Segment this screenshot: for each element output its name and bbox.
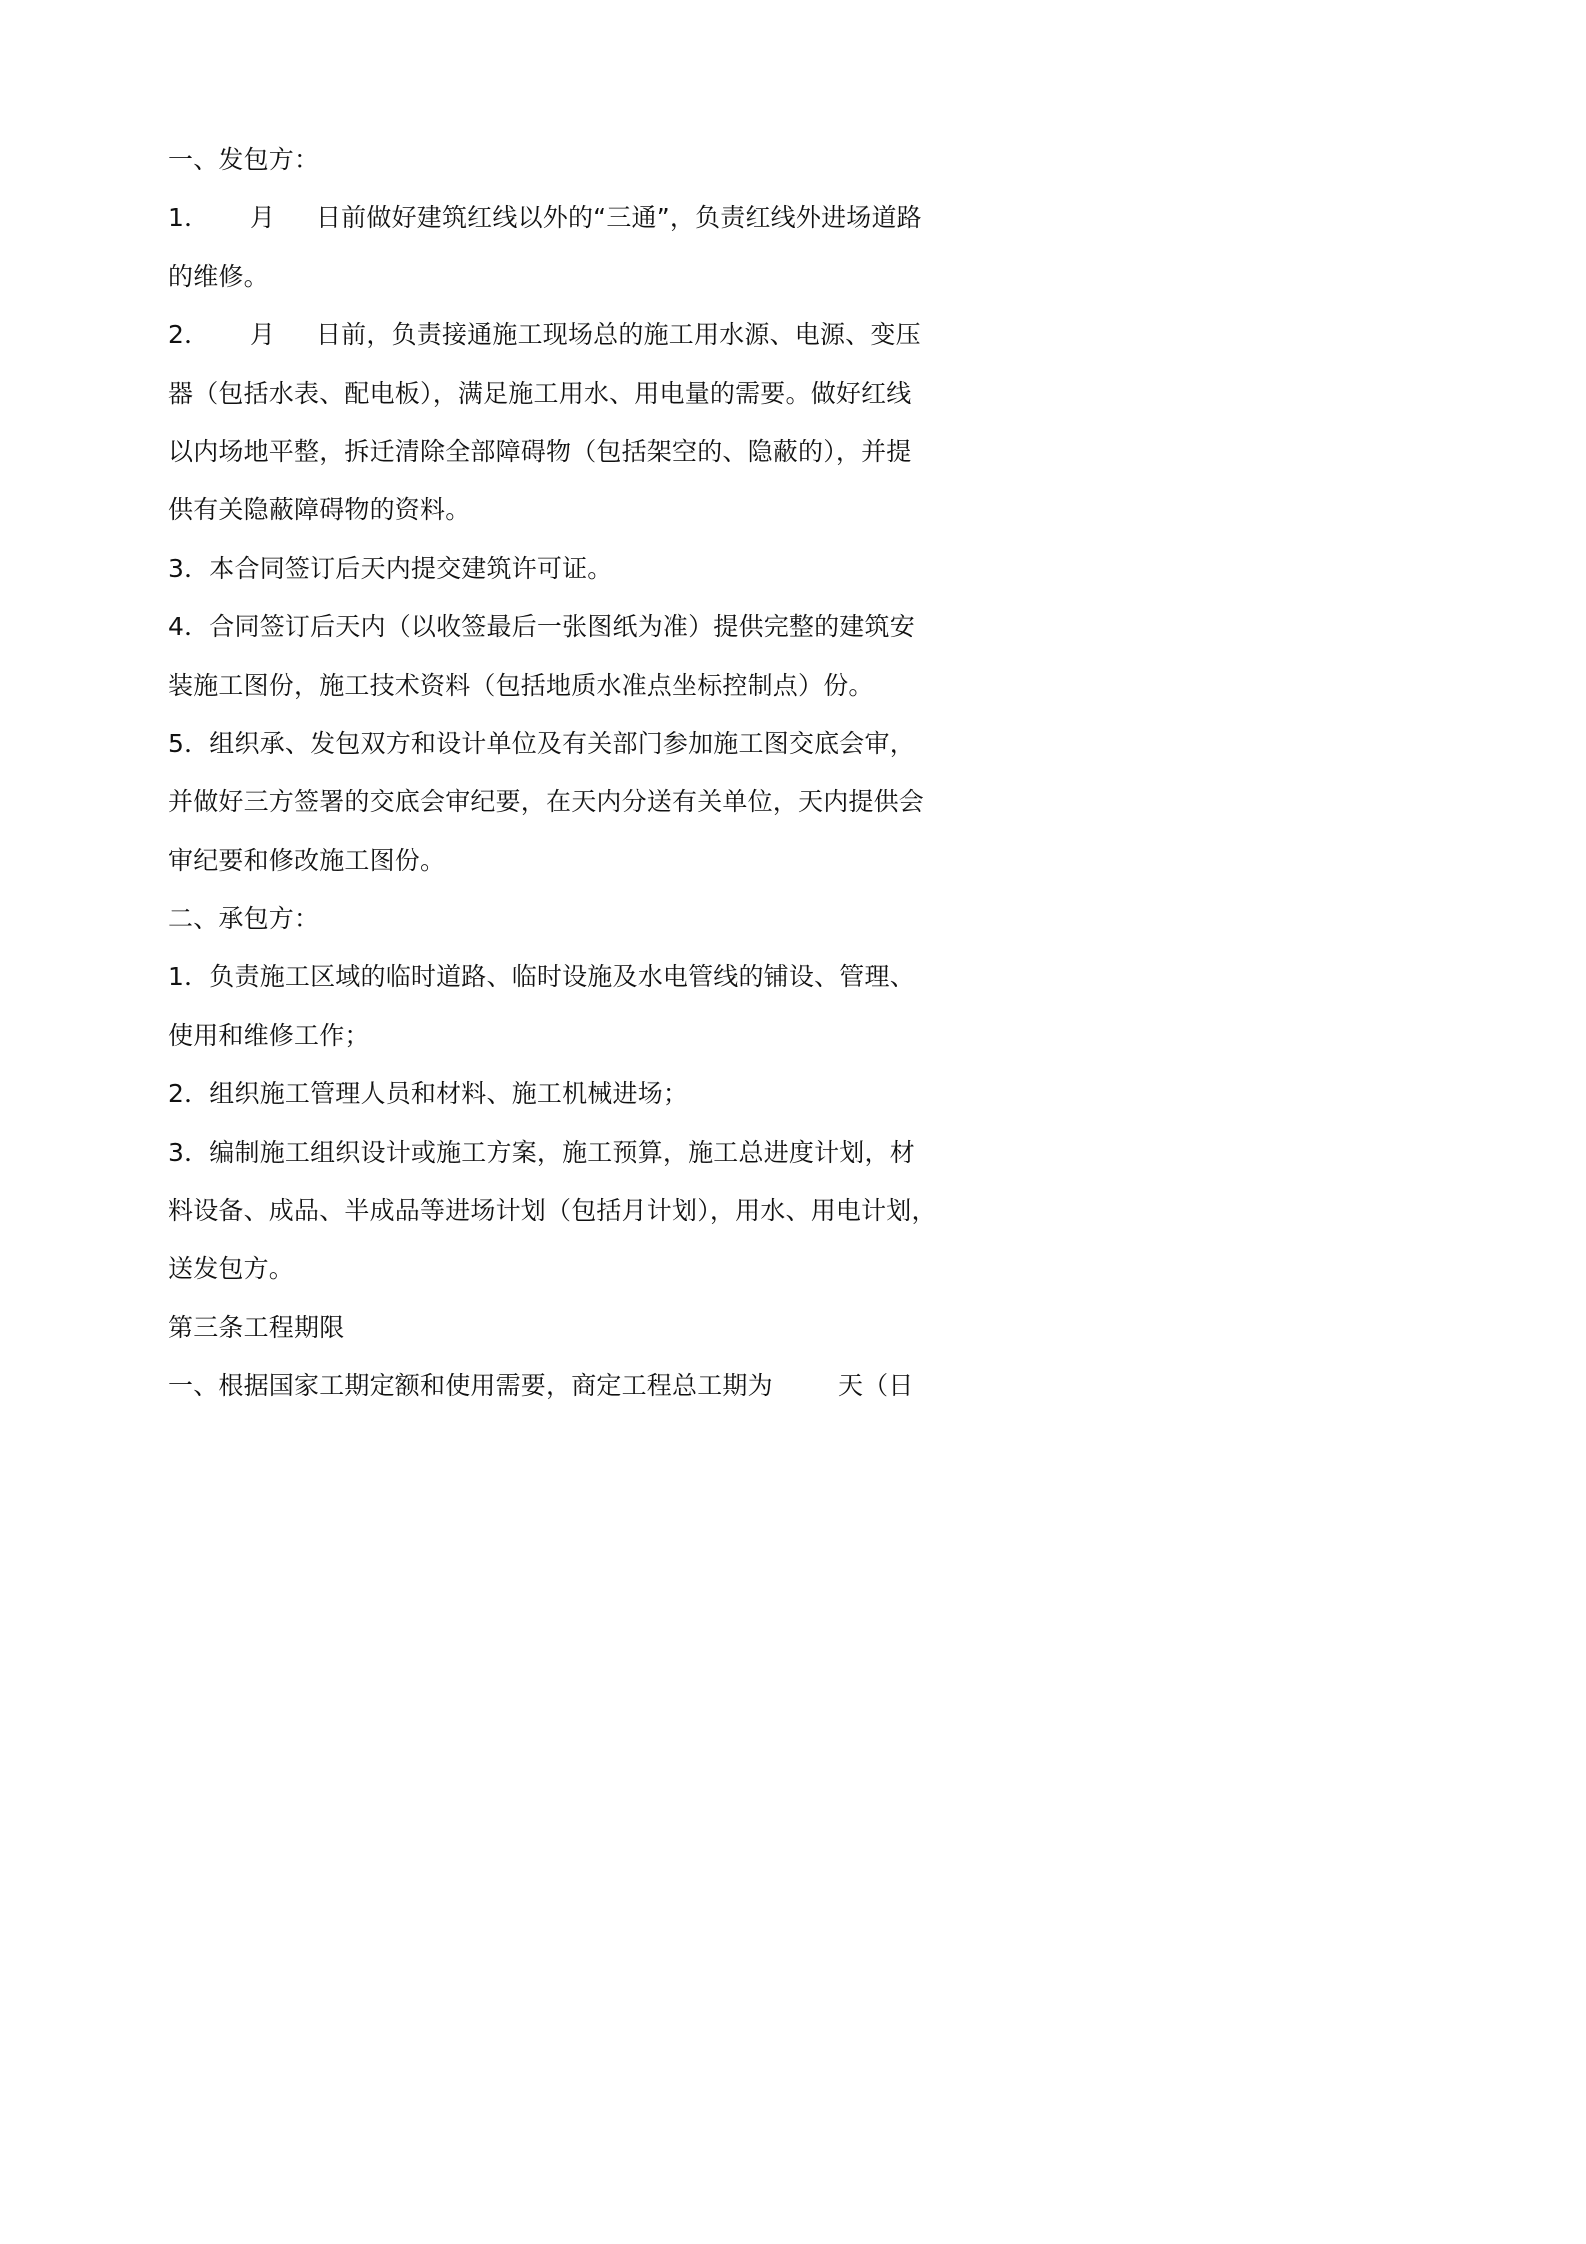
employer-item-1-line-1: 1． 月 日前做好建筑红线以外的“三通”，负责红线外进场道路 — [168, 203, 922, 233]
employer-item-3: 3．本合同签订后天内提交建筑许可证。 — [168, 553, 613, 583]
contractor-item-3-line-3: 送发包方。 — [168, 1254, 295, 1284]
contractor-item-3-line-1: 3．编制施工组织设计或施工方案，施工预算，施工总进度计划，材 — [168, 1137, 915, 1167]
employer-item-5-line-3: 审纪要和修改施工图份。 — [168, 845, 446, 875]
section-heading-employer: 一、发包方： — [168, 145, 320, 174]
employer-item-5-line-1: 5．组织承、发包双方和设计单位及有关部门参加施工图交底会审， — [168, 728, 915, 758]
contractor-item-3-line-2: 料设备、成品、半成品等进场计划（包括月计划），用水、用电计划， — [168, 1196, 937, 1226]
employer-item-2-line-4: 供有关隐蔽障碍物的资料。 — [168, 495, 471, 525]
employer-item-5-line-2: 并做好三方签署的交底会审纪要，在天内分送有关单位，天内提供会 — [168, 787, 925, 817]
project-term-item-1-line-1: 一、根据国家工期定额和使用需要，商定工程总工期为 天（日 — [168, 1371, 914, 1401]
document-page — [0, 0, 1104, 1562]
document-body — [168, 138, 958, 1423]
employer-item-2-line-1: 2． 月 日前，负责接通施工现场总的施工用水源、电源、变压 — [168, 320, 921, 350]
section-heading-contractor: 二、承包方： — [168, 904, 320, 934]
employer-item-1-line-2: 的维修。 — [168, 261, 269, 291]
employer-item-4-line-1: 4．合同签订后天内（以收签最后一张图纸为准）提供完整的建筑安 — [168, 612, 915, 642]
employer-item-2-line-3: 以内场地平整，拆迁清除全部障碍物（包括架空的、隐蔽的），并提 — [168, 436, 912, 466]
contractor-item-2: 2．组织施工管理人员和材料、施工机械进场； — [168, 1079, 689, 1109]
contractor-item-1-line-1: 1．负责施工区域的临时道路、临时设施及水电管线的铺设、管理、 — [168, 962, 915, 992]
contractor-item-1-line-2: 使用和维修工作； — [168, 1020, 370, 1050]
article-heading-project-term: 第三条工程期限 — [168, 1312, 345, 1342]
employer-item-4-line-2: 装施工图份，施工技术资料（包括地质水准点坐标控制点）份。 — [168, 670, 874, 700]
employer-item-2-line-2: 器（包括水表、配电板），满足施工用水、用电量的需要。做好红线 — [168, 378, 912, 408]
